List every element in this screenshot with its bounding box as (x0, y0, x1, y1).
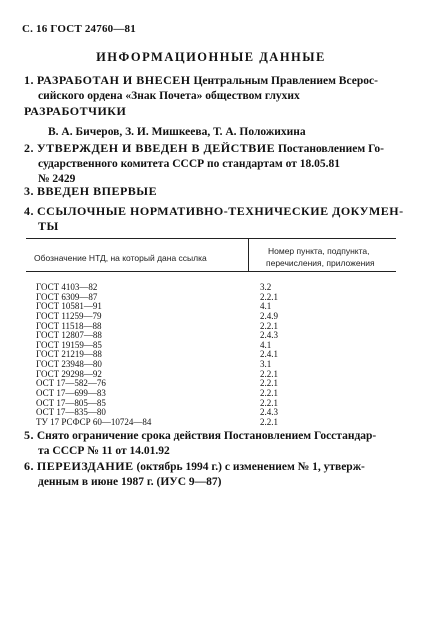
table-cell-document: ГОСТ 10581—91 (36, 301, 102, 312)
table-top-rule (26, 238, 396, 239)
table-cell-document: ОСТ 17—835—80 (36, 407, 106, 418)
developers-heading: РАЗРАБОТЧИКИ (24, 104, 127, 118)
table-cell-reference: 2.2.1 (260, 368, 278, 379)
section-2 (24, 141, 404, 187)
section-1-text-line1: Центральным Правлением Всерос- (193, 75, 378, 87)
table-cell-document: ГОСТ 29298—92 (36, 368, 102, 379)
table-cell-document: ОСТ 17—805—85 (36, 397, 106, 408)
section-6-line1 (24, 459, 404, 475)
table-cell-reference: 2.2.1 (260, 320, 278, 331)
table-cell-document: ГОСТ 11518—88 (36, 320, 102, 331)
section-5-text-line1: Снято ограничение срока действия Постановлением Госстандар- (36, 430, 377, 442)
table-cell-reference: 2.4.1 (260, 349, 278, 360)
table-cell-reference: 2.4.3 (260, 407, 278, 418)
section-5-number: 5. (24, 428, 34, 442)
table-cell-reference: 3.1 (260, 359, 272, 370)
table-cell-document: ГОСТ 23948—80 (36, 359, 102, 370)
table-cell-reference: 3.2 (260, 282, 272, 292)
table-col1-header: Обозначение НТД, на который дана ссылка (34, 253, 207, 263)
document-title: ИНФОРМАЦИОННЫЕ ДАННЫЕ (96, 50, 326, 64)
section-1-heading: РАЗРАБОТАН И ВНЕСЕН (36, 73, 191, 87)
table-cell-reference: 4.1 (260, 339, 272, 350)
table-cell-reference: 2.2.1 (260, 291, 278, 302)
table-cell-reference: 2.4.3 (260, 330, 278, 341)
table-col2-header-line2: перечисления, приложения (266, 258, 375, 268)
section-3-heading: ВВЕДЕН ВПЕРВЫЕ (37, 184, 158, 198)
section-6-text-line2: денным в июне 1987 г. (ИУС 9—87) (38, 476, 222, 488)
table-cell-document: ГОСТ 21219—88 (36, 349, 102, 360)
table-cell-document: ГОСТ 4103—82 (36, 282, 98, 292)
section-4-heading-line1: ССЫЛОЧНЫЕ НОРМАТИВНО-ТЕХНИЧЕСКИЕ ДОКУМЕН- (37, 204, 404, 218)
section-2-text-line1: Постановлением Го- (277, 143, 384, 155)
table-cell-reference: 4.1 (260, 301, 272, 312)
table-header-rule (26, 271, 396, 272)
section-3 (24, 184, 157, 199)
section-4-number: 4. (24, 204, 34, 218)
section-2-heading: УТВЕРЖДЕН И ВВЕДЕН В ДЕЙСТВИЕ (36, 141, 276, 155)
section-1-line1 (24, 73, 404, 89)
section-5-line1 (24, 428, 404, 444)
section-5 (24, 428, 404, 459)
table-col2-header-line1: Номер пункта, подпункта, (268, 246, 370, 256)
table-cell-reference: 2.2.1 (260, 416, 278, 427)
section-4 (24, 204, 404, 234)
section-5-text-line2: та СССР № 11 от 14.01.92 (38, 445, 170, 457)
table-cell-document: ОСТ 17—582—76 (36, 378, 106, 389)
table-cell-document: ТУ 17 РСФСР 60—10724—84 (36, 416, 152, 427)
table-cell-document: ГОСТ 6309—87 (36, 291, 98, 302)
section-4-line1 (24, 204, 404, 219)
table-cell-document: ГОСТ 19159—85 (36, 339, 102, 350)
section-1-text-line2: сийского ордена «Знак Почета» обществом глухих (38, 90, 300, 102)
section-2-text-line3: № 2429 (38, 173, 76, 185)
section-2-line1 (24, 141, 404, 157)
table-cell-document: ГОСТ 12807—88 (36, 330, 102, 341)
section-4-heading-line2: ТЫ (38, 219, 59, 233)
table-cell-reference: 2.2.1 (260, 378, 278, 389)
section-6-number: 6. (24, 459, 34, 473)
section-1-number: 1. (24, 73, 34, 87)
table-cell-document: ГОСТ 11259—79 (36, 310, 102, 321)
table-column-divider (248, 238, 249, 271)
section-2-number: 2. (24, 141, 34, 155)
section-6 (24, 459, 404, 490)
table-cell-reference: 2.4.9 (260, 310, 278, 321)
section-6-text-line1: (октябрь 1994 г.) с изменением № 1, утверж- (136, 461, 365, 473)
page-header: С. 16 ГОСТ 24760—81 (22, 23, 136, 35)
section-3-number: 3. (24, 184, 34, 198)
table-cell-reference: 2.2.1 (260, 397, 278, 408)
table-cell-reference: 2.2.1 (260, 388, 278, 399)
section-1 (24, 73, 404, 104)
table-cell-document: ОСТ 17—699—83 (36, 388, 106, 399)
developers-names: В. А. Бичеров, З. И. Мишкеева, Т. А. Положихина (48, 126, 306, 138)
section-6-heading: ПЕРЕИЗДАНИЕ (36, 459, 134, 473)
section-2-text-line2: сударственного комитета СССР по стандартам от 18.05.81 (38, 158, 340, 170)
